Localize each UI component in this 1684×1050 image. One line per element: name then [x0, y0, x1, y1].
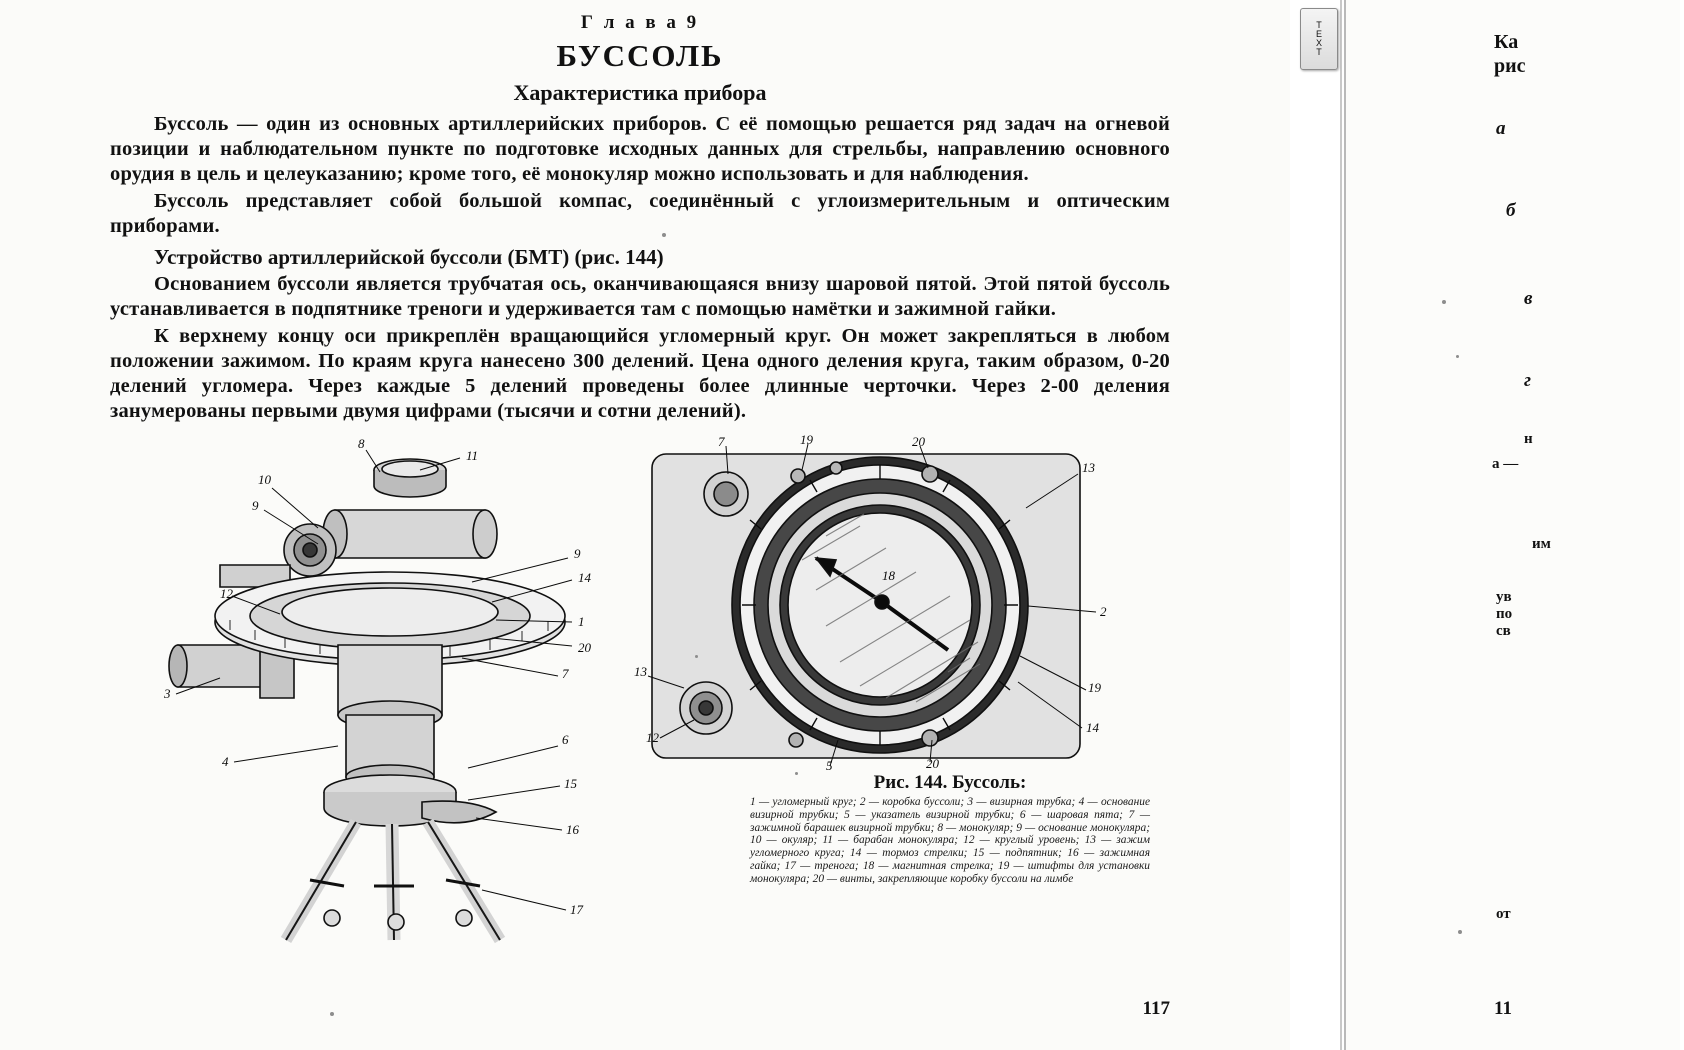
figure-bussol-instrument — [160, 436, 600, 940]
right-page-fragment: ув — [1496, 589, 1512, 605]
scan-speck — [1456, 355, 1459, 358]
right-page-fragment: им — [1532, 536, 1551, 552]
svg-text:9: 9 — [252, 498, 259, 513]
svg-text:20: 20 — [578, 640, 591, 655]
svg-text:11: 11 — [466, 448, 479, 463]
scan-speck — [1442, 300, 1446, 304]
right-page-item: б — [1506, 200, 1516, 221]
figure-area — [110, 432, 1170, 980]
svg-text:13: 13 — [634, 664, 647, 679]
right-page-fragment: по — [1496, 606, 1513, 622]
page-title: БУССОЛЬ — [556, 38, 724, 73]
right-page-fragment: от — [1496, 906, 1511, 922]
right-page-item: в — [1524, 288, 1533, 309]
svg-text:4: 4 — [222, 754, 229, 769]
right-page-fragment: н — [1524, 431, 1533, 447]
svg-text:1: 1 — [578, 614, 585, 629]
paragraph: Основанием буссоли является трубчатая ось, оканчивающаяся внизу шаровой пятой. Этой пятой буссоль устанавливается в подпятнике треноги и удерживается там с помощью намётки и зажимной гайки. — [110, 273, 1170, 320]
paragraph: К верхнему концу оси прикреплён вращающийся угломерный круг. Он может закрепляться в любом положении зажимом. По краям круга нанесено 300 делений. Цена одного деления круга, таким образом, 0-20 делений угломера. Через каждые 5 делений проведены более длинные черточки. Через 2-00 деления занумерованы первыми двумя цифрами (тысячи и сотни делений). — [110, 325, 1170, 422]
paragraph: Буссоль представляет собой большой компас, соединённый с углоизмерительным и оптическим приборами. — [110, 190, 1170, 237]
svg-text:7: 7 — [562, 666, 569, 681]
right-page-item: г — [1524, 370, 1532, 391]
figure-caption — [750, 772, 1150, 885]
right-page-fragment: а — — [1492, 456, 1519, 472]
svg-text:10: 10 — [258, 472, 271, 487]
scan-speck — [795, 772, 798, 775]
scan-speck — [1458, 930, 1462, 934]
scanned-page-right — [1344, 0, 1680, 1050]
svg-text:18: 18 — [882, 568, 895, 583]
right-page-fragment: св — [1496, 623, 1511, 639]
page-gutter — [1290, 0, 1344, 1050]
text-tool-label: T E X T — [1315, 20, 1322, 57]
right-page-number: 11 — [1494, 998, 1512, 1019]
svg-text:12: 12 — [646, 730, 659, 745]
section-subtitle: Характеристика прибора — [513, 80, 767, 105]
figure-bussol-compass-box — [630, 432, 1130, 773]
svg-text:13: 13 — [1082, 460, 1095, 475]
right-page-top-text: Ка рис — [1494, 31, 1526, 77]
svg-text:2: 2 — [1100, 604, 1107, 619]
svg-text:16: 16 — [566, 822, 579, 837]
page-text-block — [110, 8, 1170, 426]
svg-text:15: 15 — [564, 776, 577, 791]
svg-text:19: 19 — [800, 432, 813, 447]
text-tool-tab[interactable] — [1300, 8, 1338, 70]
svg-text:14: 14 — [578, 570, 591, 585]
svg-text:7: 7 — [718, 434, 725, 449]
page-divider — [1340, 0, 1342, 1050]
right-page-item: а — [1496, 118, 1506, 139]
svg-text:6: 6 — [562, 732, 569, 747]
svg-text:14: 14 — [1086, 720, 1099, 735]
page-number: 117 — [1142, 998, 1170, 1019]
paragraph: Буссоль — один из основных артиллерийских приборов. С её помощью решается ряд задач на огневой позиции и наблюдательном пункте по подготовке исходных данных для стрельбы, направлению основного орудия в цель и целеуказанию; кроме того, её монокуляр можно использовать и для наблюдения. — [110, 113, 1170, 185]
chapter-heading: Г л а в а 9 — [580, 12, 700, 33]
scan-speck — [662, 233, 666, 237]
svg-text:19: 19 — [1088, 680, 1101, 695]
svg-text:8: 8 — [358, 436, 365, 451]
figure-caption-body: 1 — угломерный круг; 2 — коробка буссоли; 3 — визирная трубка; 4 — основание визирной трубки; 5 — указатель визирной трубки; 6 — шаровая пята; 7 — зажимной барашек визирной трубки; 8 — монокуляр; 9 — основание монокуляра; 10 — окуляр; 11 — барабан монокуляра; 12 — круглый уровень; 13 — зажим угломерного круга; 14 — тормоз стрелки; 15 — подпятник; 16 — зажимная гайка; 17 — тренога; 18 — магнитная стрелка; 19 — штифты для установки монокуляра; 20 — винты, закрепляющие коробку буссоли на лимбе — [750, 796, 1150, 885]
svg-text:5: 5 — [826, 758, 833, 773]
figure-caption-title: Рис. 144. Буссоль: — [873, 772, 1027, 793]
subsection-heading: Устройство артиллерийской буссоли (БМТ) (рис. 144) — [154, 245, 664, 269]
svg-text:17: 17 — [570, 902, 583, 917]
svg-text:20: 20 — [912, 434, 925, 449]
svg-text:12: 12 — [220, 586, 233, 601]
svg-text:20: 20 — [926, 756, 939, 771]
scan-speck — [330, 1012, 334, 1016]
svg-text:3: 3 — [164, 686, 171, 701]
svg-text:9: 9 — [574, 546, 581, 561]
scan-speck — [695, 655, 698, 658]
